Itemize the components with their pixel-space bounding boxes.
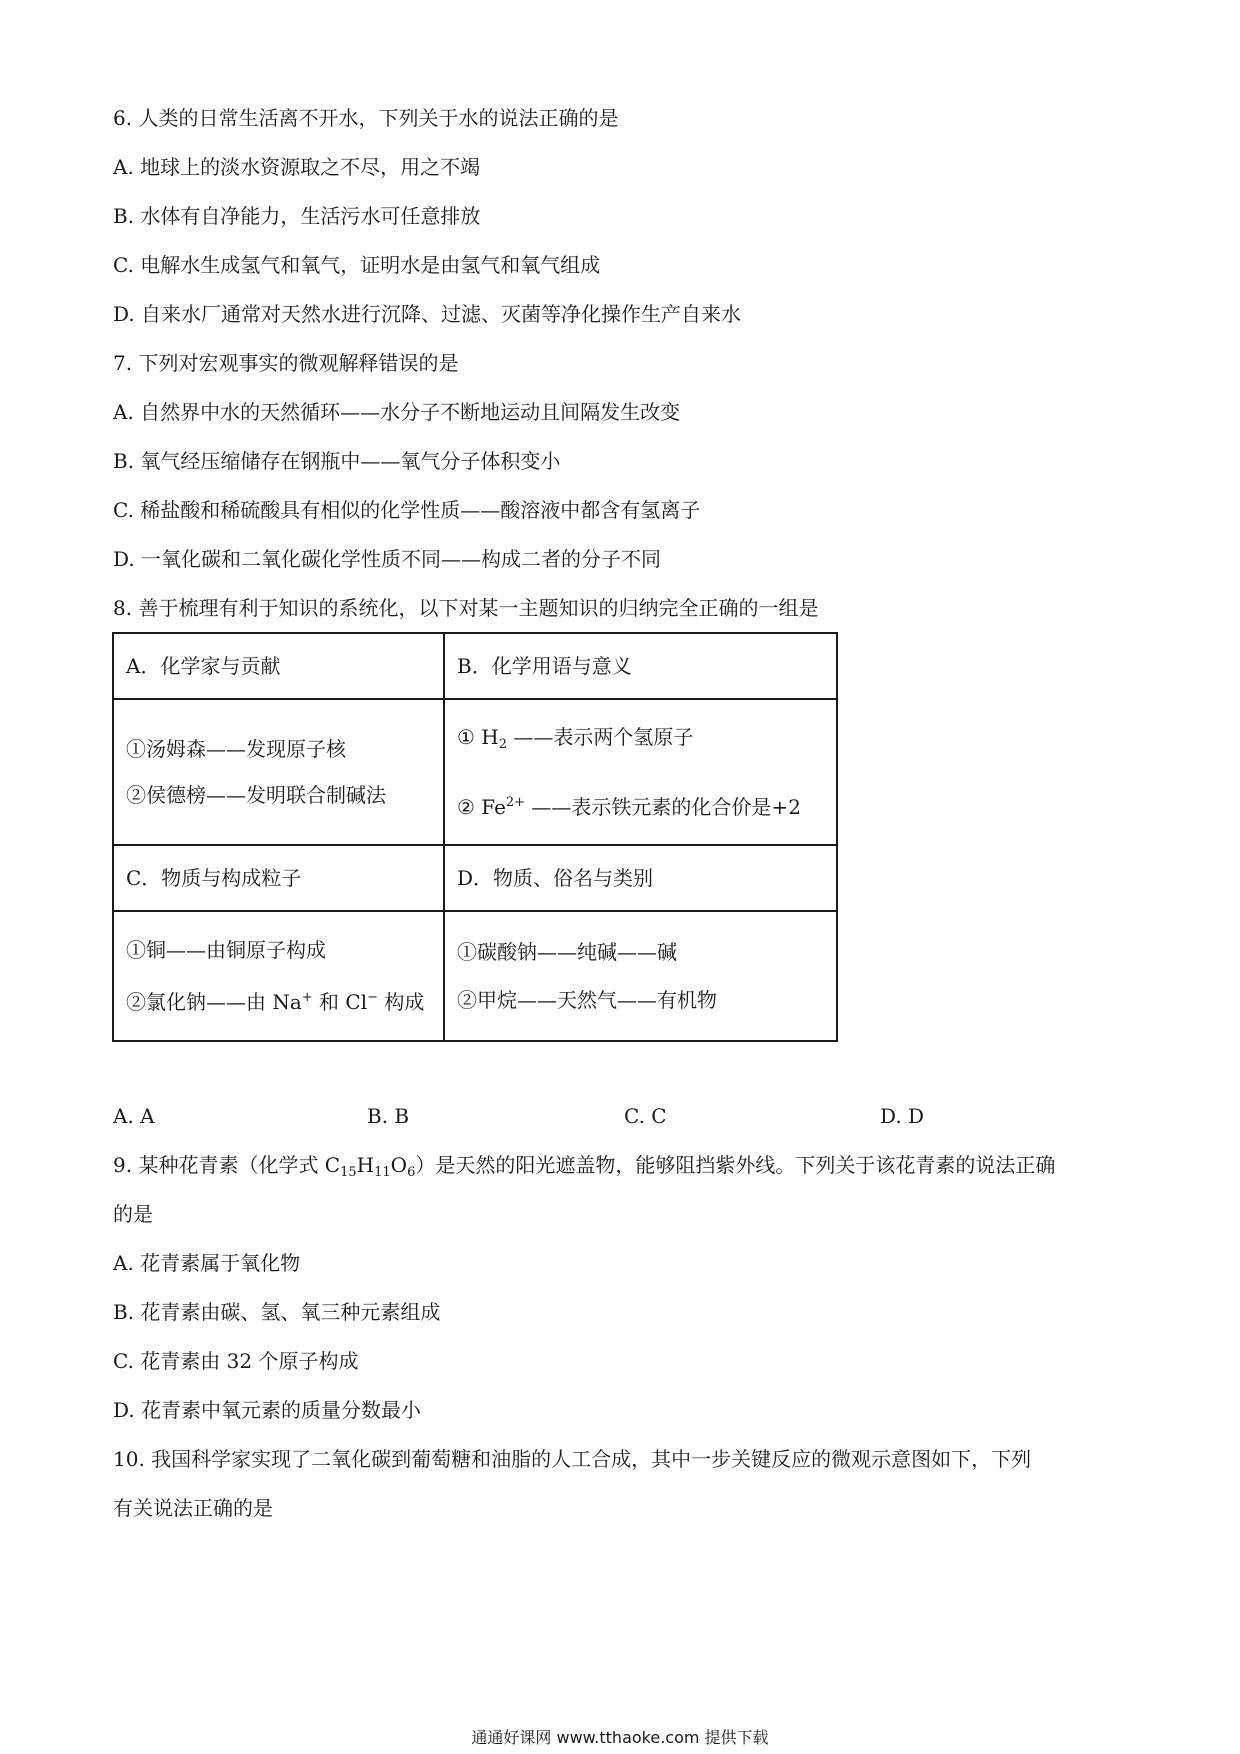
q7-option-b: B. 氧气经压缩储存在钢瓶中——氧气分子体积变小 bbox=[113, 449, 561, 473]
q10-stem: 10. 我国科学家实现了二氧化碳到葡萄糖和油脂的人工合成，其中一步关键反应的微观示意图如下，下列 bbox=[113, 1447, 1032, 1471]
cell-b-body bbox=[444, 699, 837, 845]
q8-summary-table bbox=[112, 632, 838, 1042]
q6-option-c: C. 电解水生成氢气和氧气，证明水是由氢气和氧气组成 bbox=[113, 253, 601, 277]
subscript: 2 bbox=[498, 737, 508, 752]
cell-c-line2-text: 和 Cl bbox=[312, 990, 368, 1014]
q6-option-d: D. 自来水厂通常对天然水进行沉降、过滤、灭菌等净化操作生产自来水 bbox=[113, 302, 742, 326]
formula-h2: ① H bbox=[457, 725, 499, 749]
element-symbol: H bbox=[356, 1153, 375, 1177]
cell-a-line1: ①汤姆森——发现原子核 bbox=[126, 737, 346, 761]
page-footer: 通通好课网 www.tthaoke.com 提供下载 bbox=[471, 1728, 769, 1747]
cell-a-body bbox=[113, 699, 444, 845]
cell-c-header: C．物质与构成粒子 bbox=[113, 845, 444, 911]
q7-option-d: D. 一氧化碳和二氧化碳化学性质不同——构成二者的分子不同 bbox=[113, 547, 662, 571]
cell-b-line1 bbox=[457, 723, 824, 759]
q6-option-b: B. 水体有自净能力，生活污水可任意排放 bbox=[113, 204, 481, 228]
q9-stem bbox=[113, 1151, 1055, 1187]
cell-b-line2-text: ——表示铁元素的化合价是+2 bbox=[525, 795, 801, 819]
superscript: + bbox=[301, 990, 313, 1005]
cell-c-line1: ①铜——由铜原子构成 bbox=[126, 938, 326, 962]
cell-c-line2 bbox=[126, 984, 431, 1016]
q8-option-c: C. C bbox=[624, 1104, 667, 1128]
subscript: 11 bbox=[374, 1165, 391, 1180]
cell-d-line1: ①碳酸钠——纯碱——碱 bbox=[457, 940, 677, 964]
q7-stem: 7. 下列对宏观事实的微观解释错误的是 bbox=[113, 351, 459, 375]
q9-stem-text: ）是天然的阳光遮盖物，能够阻挡紫外线。下列关于该花青素的说法正确 bbox=[415, 1153, 1056, 1177]
q8-option-b: B. B bbox=[367, 1104, 410, 1128]
q9-option-c: C. 花青素由 32 个原子构成 bbox=[113, 1349, 359, 1373]
formula-fe: ② Fe bbox=[457, 795, 506, 819]
cell-b-line2 bbox=[457, 789, 824, 821]
cell-b-header: B．化学用语与意义 bbox=[444, 633, 837, 699]
q7-option-a: A. 自然界中水的天然循环——水分子不断地运动且间隔发生改变 bbox=[113, 400, 681, 424]
q8-option-a: A. A bbox=[113, 1104, 155, 1128]
cell-c-line2-text: ②氯化钠——由 Na bbox=[126, 990, 302, 1014]
q9-option-a: A. 花青素属于氧化物 bbox=[113, 1251, 301, 1275]
cell-a-line2: ②侯德榜——发明联合制碱法 bbox=[126, 783, 386, 807]
q9-stem-text: 9. 某种花青素（化学式 C bbox=[113, 1153, 341, 1177]
q6-stem: 6. 人类的日常生活离不开水，下列关于水的说法正确的是 bbox=[113, 106, 619, 130]
cell-d-body bbox=[444, 911, 837, 1041]
q10-stem-line2: 有关说法正确的是 bbox=[113, 1496, 273, 1520]
cell-d-line2: ②甲烷——天然气——有机物 bbox=[457, 988, 717, 1012]
q9-option-d: D. 花青素中氧元素的质量分数最小 bbox=[113, 1398, 422, 1422]
cell-b-line1-text: ——表示两个氢原子 bbox=[507, 725, 694, 749]
subscript: 6 bbox=[407, 1165, 416, 1180]
cell-c-line2-text: 构成 bbox=[378, 990, 425, 1014]
q9-stem-line2: 的是 bbox=[113, 1202, 153, 1226]
cell-a-header: A．化学家与贡献 bbox=[113, 633, 444, 699]
q8-stem: 8. 善于梳理有利于知识的系统化，以下对某一主题知识的归纳完全正确的一组是 bbox=[113, 596, 819, 620]
q6-option-a: A. 地球上的淡水资源取之不尽，用之不竭 bbox=[113, 155, 481, 179]
superscript: − bbox=[367, 990, 379, 1005]
subscript: 15 bbox=[340, 1165, 357, 1180]
superscript: 2+ bbox=[505, 795, 526, 810]
q7-option-c: C. 稀盐酸和稀硫酸具有相似的化学性质——酸溶液中都含有氢离子 bbox=[113, 498, 701, 522]
cell-d-header: D．物质、俗名与类别 bbox=[444, 845, 837, 911]
cell-c-body bbox=[113, 911, 444, 1041]
q8-option-d: D. D bbox=[880, 1104, 925, 1128]
q9-option-b: B. 花青素由碳、氢、氧三种元素组成 bbox=[113, 1300, 441, 1324]
element-symbol: O bbox=[390, 1153, 408, 1177]
